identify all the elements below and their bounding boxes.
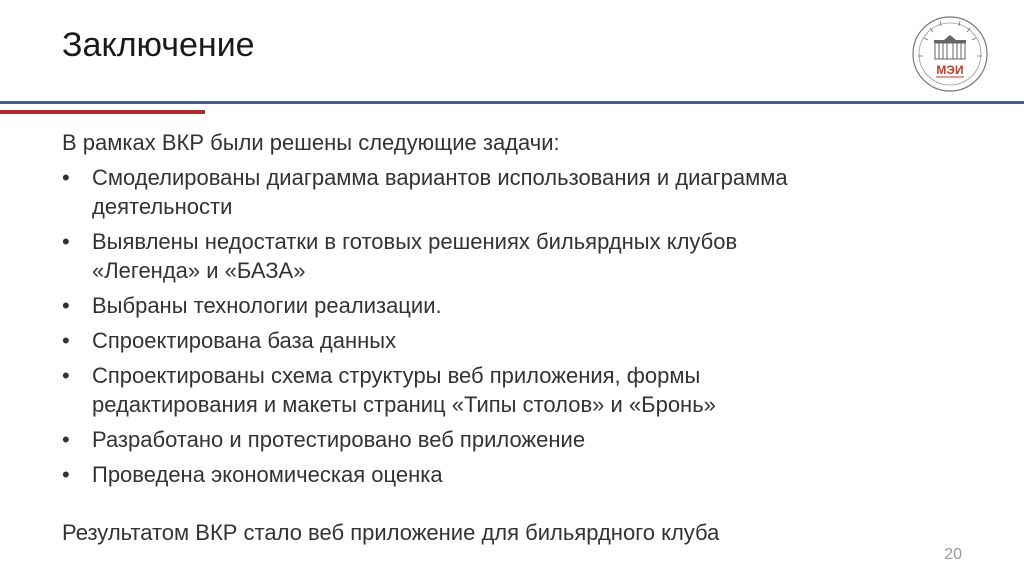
task-list [62, 163, 962, 489]
slide-body [62, 128, 962, 495]
list-item-text: «Легенда» и «БАЗА» [92, 258, 306, 283]
bullet-icon: • [62, 462, 70, 487]
list-item-text: деятельности [92, 194, 233, 219]
list-item-text: Спроектированы схема структуры веб приложения, формы [92, 363, 701, 388]
bullet-icon: • [62, 427, 70, 452]
bullet-icon: • [62, 328, 70, 353]
list-item-text: Спроектирована база данных [92, 328, 397, 353]
bullet-icon: • [62, 293, 70, 318]
list-item-text: Разработано и протестировано веб приложение [92, 427, 586, 452]
list-item-text: редактирования и макеты страниц «Типы столов» и «Бронь» [92, 392, 716, 417]
logo-text: МЭИ [936, 63, 964, 77]
list-item-text: Проведена экономическая оценка [92, 462, 443, 487]
page-number: 20 [944, 546, 962, 563]
list-item [62, 460, 962, 489]
header-rule-red [0, 110, 205, 114]
list-item [62, 227, 962, 285]
slide-title: Заключение [62, 26, 255, 64]
header-rule-blue [0, 101, 1024, 104]
bullet-icon: • [62, 229, 70, 254]
bullet-icon: • [62, 165, 70, 190]
bullet-icon: • [62, 363, 70, 388]
list-item [62, 425, 962, 454]
conclusion-text: Результатом ВКР стало веб приложение для бильярдного клуба [62, 520, 720, 545]
list-item [62, 361, 962, 419]
list-item [62, 326, 962, 355]
list-item-text: Выявлены недостатки в готовых решениях бильярдных клубов [92, 229, 738, 254]
list-item [62, 163, 962, 221]
intro-text: В рамках ВКР были решены следующие задачи: [62, 130, 560, 155]
list-item [62, 291, 962, 320]
list-item-text: Выбраны технологии реализации. [92, 293, 442, 318]
mei-logo-icon [910, 14, 990, 96]
list-item-text: Смоделированы диаграмма вариантов использования и диаграмма [92, 165, 788, 190]
